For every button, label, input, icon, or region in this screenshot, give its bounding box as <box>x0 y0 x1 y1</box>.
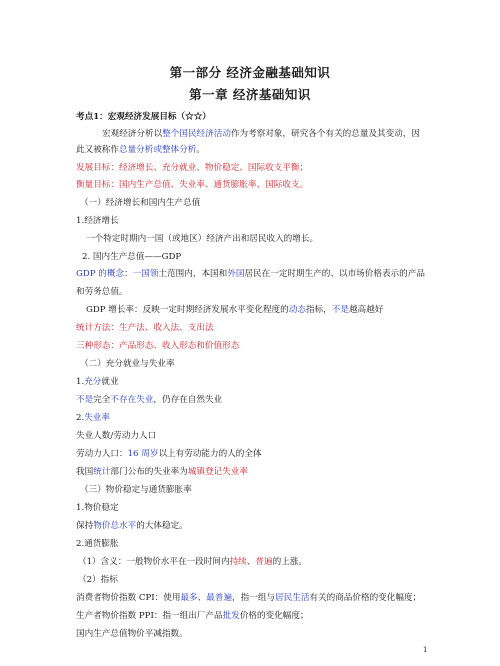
text-segment: GDP 的概念 <box>76 269 125 279</box>
text-line <box>76 377 436 388</box>
text-line <box>76 163 436 174</box>
text-segment: 居民生活 <box>275 593 310 603</box>
text-segment: 总量分析或整体分析 <box>118 145 197 155</box>
text-segment: 就业 <box>101 377 119 387</box>
text-segment: 2.通货膨胀 <box>76 539 119 549</box>
text-line <box>76 216 436 227</box>
text-line <box>78 575 438 586</box>
text-segment: 一国领 <box>132 269 159 279</box>
text-segment: 普遍 <box>255 557 273 567</box>
text-segment: 此又被称作 <box>76 145 119 155</box>
text-line <box>76 112 436 123</box>
text-line <box>78 557 438 568</box>
text-segment: 2. 国内生产总值——GDP <box>82 252 182 262</box>
part-title: 第一部分 经济金融基础知识 <box>169 65 331 80</box>
text-line <box>76 593 436 604</box>
text-segment: 居民在一定时期生产的、以市场价格表示的产品 <box>244 269 425 279</box>
text-line <box>76 287 436 298</box>
text-segment: 完全 <box>93 395 111 405</box>
text-segment: ，仍存在自然失业 <box>153 395 223 405</box>
text-segment: 宏观经济分析以 <box>102 129 163 139</box>
text-segment: 不是 <box>331 305 349 315</box>
text-segment: GDP 增长率：反映一定时期经济发展水平变化程度的 <box>86 305 289 315</box>
text-line <box>76 503 436 514</box>
text-segment: 衡量目标：国内生产总值、失业率、通货膨胀率、国际收支。 <box>76 180 309 190</box>
text-segment: 16 周岁 <box>127 449 159 459</box>
text-segment: ，指一组与 <box>232 593 276 603</box>
text-segment: 失业人数/劳动力人口 <box>76 431 157 441</box>
text-segment: （1）含义：一般物价水平在一段时间内 <box>78 557 230 567</box>
text-line <box>76 145 436 156</box>
text-segment: 外国 <box>227 269 245 279</box>
text-segment: （一）经济增长和国内生产总值 <box>80 198 201 208</box>
text-segment: 劳动力人口： <box>76 449 128 459</box>
text-line <box>76 467 436 478</box>
text-segment: 和劳务总值。 <box>76 287 128 297</box>
text-line <box>76 521 436 532</box>
text-segment: 1. <box>76 377 85 387</box>
text-segment: 生产者物价指数 PPI：指一组出厂产品 <box>76 611 223 621</box>
page-number: 1 <box>423 646 428 654</box>
text-line <box>76 269 436 280</box>
text-segment: 整个国民经济活动 <box>162 129 231 139</box>
text-segment: 一个特定时期内一国（或地区）经济产出和居民收入的增长。 <box>86 234 319 244</box>
text-segment: 失业率 <box>84 413 110 423</box>
text-segment: ： <box>124 269 133 279</box>
text-segment: 发展目标：经济增长、充分就业、物价稳定、国际收支平衡； <box>76 163 309 173</box>
text-line <box>76 413 436 424</box>
text-segment: 国内生产总值物价平减指数。 <box>76 629 188 639</box>
text-line <box>76 449 436 460</box>
text-segment: 不是 <box>76 395 94 405</box>
text-line <box>76 539 436 550</box>
text-segment: 部门公布的失业率为 <box>110 467 188 477</box>
text-line <box>86 234 446 245</box>
text-segment: 物价总水平 <box>93 521 137 531</box>
chapter-title: 第一章 经济基础知识 <box>189 87 311 102</box>
text-segment: 考点1：宏观经济发展目标（☆☆） <box>76 112 211 122</box>
text-line <box>80 485 440 496</box>
text-segment: 我国 <box>76 467 94 477</box>
text-line <box>76 341 436 352</box>
text-line <box>86 305 446 316</box>
text-segment: 三种形态：产品形态、收入形态和价值形态 <box>76 341 240 351</box>
text-segment: 。 <box>196 145 205 155</box>
text-segment: 持续 <box>229 557 247 567</box>
text-line <box>76 611 436 622</box>
text-segment: 以上有劳动能力的人的全体 <box>158 449 262 459</box>
text-segment: 2. <box>76 413 85 423</box>
text-line <box>76 431 436 442</box>
text-segment: 、 <box>197 593 207 603</box>
text-segment: 统计 <box>93 467 111 477</box>
text-line <box>76 180 436 191</box>
text-segment: （二）充分就业与失业率 <box>80 359 175 369</box>
text-line <box>76 629 436 640</box>
text-segment: 统计方法：生产法、收入法、支出法 <box>76 323 214 333</box>
text-segment: 充分 <box>84 377 102 387</box>
text-segment: 1.经济增长 <box>76 216 119 226</box>
text-line <box>80 198 440 209</box>
text-segment: 有关的商品价格的变化幅度； <box>309 593 422 603</box>
text-segment: 的大体稳定。 <box>136 521 188 531</box>
text-segment: 指标， <box>305 305 332 315</box>
text-segment: 1.物价稳定 <box>76 503 119 513</box>
text-line <box>76 395 436 406</box>
text-line <box>76 323 436 334</box>
text-line <box>80 359 440 370</box>
text-segment: （三）物价稳定与通货膨胀率 <box>80 485 192 495</box>
text-line <box>82 252 442 263</box>
text-segment: 作为考察对象，研究各个有关的总量及其变动，因 <box>230 129 421 139</box>
text-segment: （2）指标 <box>78 575 118 585</box>
text-segment: 最普遍 <box>206 593 233 603</box>
text-segment: 价格的变化幅度； <box>239 611 309 621</box>
text-segment: 保持 <box>76 521 94 531</box>
text-segment: 不存在失业 <box>110 395 154 405</box>
text-segment: 越高越好 <box>348 305 384 315</box>
text-segment: 动态 <box>288 305 306 315</box>
text-segment: 城镇登记失业率 <box>187 467 248 477</box>
text-segment: 的上涨。 <box>272 557 307 567</box>
text-segment: 最多 <box>180 593 198 603</box>
text-segment: 土范围内，本国和 <box>158 269 228 279</box>
text-segment: 消费者物价指数 CPI：使用 <box>76 593 181 603</box>
text-segment: 、 <box>246 557 256 567</box>
text-segment: 批发 <box>222 611 240 621</box>
text-line <box>102 129 462 140</box>
